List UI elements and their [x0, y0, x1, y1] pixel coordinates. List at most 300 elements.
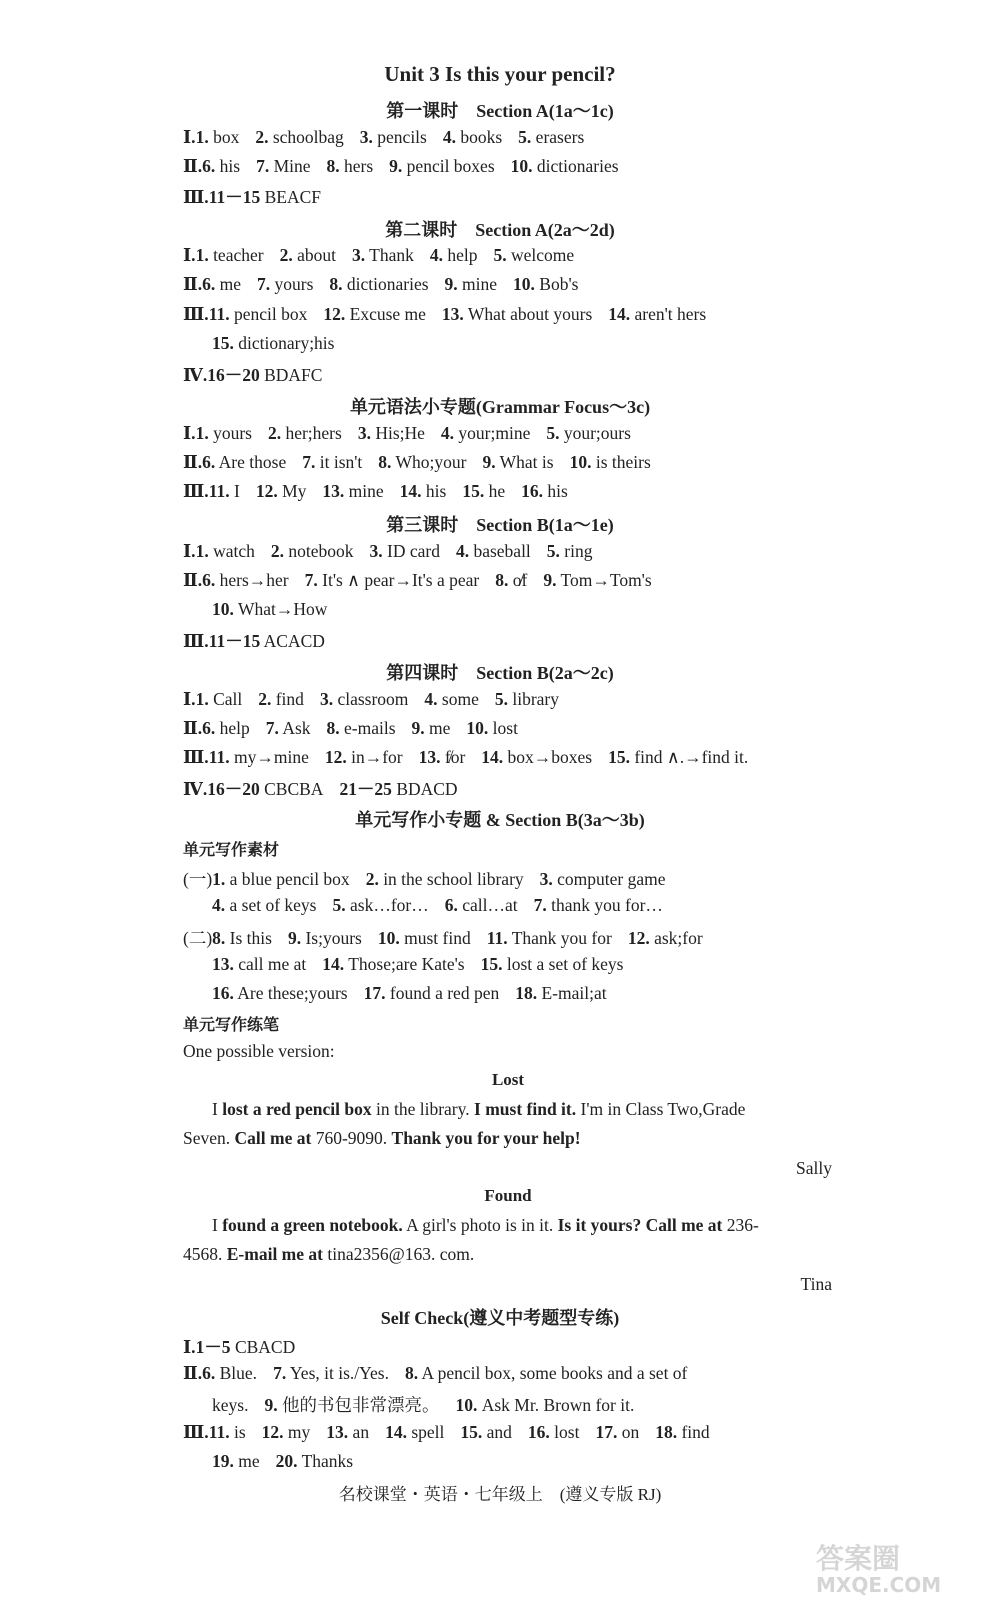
item-answer: call me at [238, 954, 307, 974]
item-number: 3. [319, 689, 334, 709]
answer-line [183, 718, 534, 739]
item-answer: is [233, 1422, 246, 1442]
found-notice-line-1 [212, 1215, 759, 1236]
item-number: 2. [267, 423, 282, 443]
answer-item [327, 718, 396, 738]
answer-line [183, 541, 609, 562]
roman-numeral: Ⅰ. [183, 1337, 196, 1357]
roman-numeral: Ⅱ. [183, 1363, 203, 1383]
item-answer: me [429, 718, 451, 738]
item-answer: hers→her [219, 570, 289, 590]
item-number: 15. [608, 747, 630, 767]
item-number: 19. [212, 1451, 234, 1471]
section-heading: 第三课时 Section B(1a～1e) [386, 515, 614, 535]
item-answer: her;hers [285, 423, 342, 443]
item-number: 10. [466, 718, 489, 738]
answer-item [202, 156, 240, 176]
item-answer: his [425, 481, 447, 501]
item-number: 12. [255, 481, 278, 501]
answer-item [209, 304, 308, 324]
roman-numeral: Ⅰ. [183, 541, 196, 561]
answer-item [443, 127, 502, 147]
item-answer: erasers [535, 127, 585, 147]
item-answer: help [447, 245, 478, 265]
version-label: One possible version: [183, 1041, 335, 1061]
item-answer: f̸or [444, 747, 466, 767]
item-answer: aren't hers [634, 304, 707, 324]
item-answer: Mine [273, 156, 311, 176]
item-number: 2. [365, 869, 379, 889]
answer-item [276, 1451, 353, 1471]
item-answer: schoolbag [272, 127, 344, 147]
answer-item [209, 1422, 246, 1442]
answer-item [212, 869, 350, 889]
answer-item [209, 631, 325, 651]
answer-line [183, 245, 590, 266]
item-answer: find [275, 689, 304, 709]
answer-item [547, 541, 593, 561]
item-number: 10. [455, 1395, 478, 1415]
item-answer: Those;are Kate's [348, 954, 465, 974]
item-number: 7. [533, 895, 547, 915]
item-number: 9. [287, 928, 302, 948]
answer-item [487, 928, 612, 948]
answer-line [183, 689, 575, 710]
item-answer: box [213, 127, 240, 147]
roman-numeral: Ⅲ. [183, 304, 209, 324]
answer-line [183, 156, 635, 177]
answer-item [405, 1363, 687, 1383]
writing-material-line [212, 895, 679, 916]
answer-item [364, 983, 500, 1003]
answer-line [183, 1422, 726, 1443]
item-answer: BDACD [396, 779, 458, 799]
notice-text: Seven. [183, 1128, 235, 1148]
item-number: 10. [212, 599, 234, 619]
group-label: (二) [183, 928, 213, 948]
watermark-logo [812, 1538, 992, 1596]
writing-practice-label: 单元写作练笔 [183, 1017, 280, 1034]
notice-text: A girl's photo is in it. [402, 1215, 558, 1235]
item-answer: dictionary;his [238, 333, 335, 353]
item-number: 6. [202, 570, 216, 590]
answer-item [196, 245, 264, 265]
item-number: 5. [494, 689, 508, 709]
answer-line [183, 1334, 311, 1359]
item-number: 4. [442, 127, 456, 147]
answer-item [329, 274, 428, 294]
answer-item [212, 928, 272, 948]
item-number: 11－15 [208, 631, 261, 651]
item-number: 9. [411, 718, 425, 738]
roman-numeral: Ⅳ. [183, 779, 208, 799]
answer-item [513, 274, 578, 294]
answer-item [482, 452, 553, 472]
answer-item [419, 747, 466, 767]
item-number: 7. [257, 274, 271, 294]
item-answer: his [547, 481, 568, 501]
item-answer: A pencil box, some books and a set of [421, 1363, 688, 1383]
item-answer: call…at [462, 895, 518, 915]
item-number: 4. [455, 541, 470, 561]
answer-item [209, 747, 309, 767]
item-number: 6. [202, 156, 216, 176]
roman-numeral: Ⅲ. [183, 631, 209, 651]
answer-item [534, 895, 663, 915]
item-answer: What is [499, 452, 554, 472]
answer-item [196, 689, 243, 709]
item-answer: a blue pencil box [229, 869, 350, 889]
item-number: 5. [518, 127, 532, 147]
roman-numeral: Ⅱ. [183, 156, 203, 176]
item-number: 18. [515, 983, 538, 1003]
item-answer: CBACD [234, 1337, 296, 1357]
item-number: 12. [323, 304, 346, 324]
item-number: 14. [608, 304, 631, 324]
item-number: 8. [404, 1363, 419, 1383]
item-answer: Ask Mr. Brown for it. [481, 1395, 635, 1415]
found-notice-line-2 [183, 1244, 474, 1265]
answer-item [424, 689, 478, 709]
item-answer: books [460, 127, 503, 147]
answer-item [327, 156, 374, 176]
answer-item [322, 481, 383, 501]
item-number: 16－20 [207, 365, 260, 385]
item-number: 1－5 [195, 1337, 231, 1357]
answer-line [183, 423, 647, 444]
item-number: 2. [279, 245, 293, 265]
notice-text: 4568. [183, 1244, 227, 1264]
item-number: 9. [264, 1395, 278, 1415]
notice-text: I must find it. [474, 1099, 577, 1119]
item-answer: lost [554, 1422, 580, 1442]
item-answer: notebook [288, 541, 354, 561]
item-answer: CBCBA [264, 779, 324, 799]
answer-item [595, 1422, 639, 1442]
answer-item [212, 333, 334, 353]
answer-item [268, 423, 342, 443]
found-notice-title: Found [484, 1186, 532, 1205]
answer-item [196, 1337, 296, 1357]
item-answer: help [219, 718, 250, 738]
item-number: 10. [513, 274, 535, 294]
answer-item [280, 245, 336, 265]
item-answer: thank you for… [551, 895, 663, 915]
item-answer: lost [492, 718, 518, 738]
item-answer: Thank [369, 245, 414, 265]
answer-item [540, 869, 666, 889]
item-number: 15. [460, 1422, 483, 1442]
item-answer: watch [213, 541, 255, 561]
answer-item [258, 689, 304, 709]
answer-item [196, 541, 255, 561]
item-number: 1. [195, 689, 209, 709]
item-answer: your;ours [563, 423, 631, 443]
notice-text: 236- [722, 1215, 759, 1235]
item-answer: My [282, 481, 307, 501]
unit-title: Unit 3 Is this your pencil? [384, 62, 616, 86]
answer-item [212, 1395, 248, 1415]
item-number: 17. [363, 983, 386, 1003]
self-check-heading: Self Check(遵义中考题型专练) [380, 1308, 620, 1328]
answer-item [495, 689, 559, 709]
notice-text: 760-9090. [311, 1128, 392, 1148]
item-number: 3. [351, 245, 366, 265]
answer-item [326, 1422, 369, 1442]
roman-numeral: Ⅲ. [183, 747, 209, 767]
answer-line [183, 1363, 703, 1384]
item-number: 11. [208, 747, 230, 767]
watermark-text-2: MXQE.COM [816, 1573, 942, 1596]
answer-item [333, 895, 429, 915]
answer-item [481, 747, 592, 767]
item-number: 4. [429, 245, 443, 265]
item-answer: me [219, 274, 242, 294]
answer-item [207, 779, 323, 799]
item-answer: about [297, 245, 336, 265]
answer-item [264, 1395, 439, 1415]
notice-text: Is it yours? [557, 1215, 642, 1235]
answer-line [212, 333, 350, 354]
notice-text: in the library. [371, 1099, 475, 1119]
item-number: 8. [495, 570, 509, 590]
answer-item [209, 481, 240, 501]
answer-item [481, 954, 624, 974]
answer-line [183, 570, 668, 591]
item-answer: keys. [212, 1395, 249, 1415]
item-answer: 他的书包非常漂亮。 [281, 1395, 440, 1415]
item-answer: it isn't [319, 452, 363, 472]
item-answer: welcome [511, 245, 575, 265]
item-number: 3. [539, 869, 553, 889]
item-number: 9. [482, 452, 496, 472]
roman-numeral: Ⅰ. [183, 689, 196, 709]
item-number: 8. [326, 156, 340, 176]
item-number: 12. [324, 747, 347, 767]
item-number: 8. [326, 718, 340, 738]
answer-item [202, 570, 289, 590]
answer-item [320, 689, 408, 709]
item-number: 2. [255, 127, 269, 147]
lost-notice-title: Lost [491, 1070, 525, 1089]
answer-line [183, 776, 474, 801]
answer-item [442, 304, 592, 324]
item-answer: ring [564, 541, 593, 561]
answer-item [212, 954, 306, 974]
item-answer: pencils [377, 127, 427, 147]
item-number: 16. [212, 983, 234, 1003]
section-heading: 单元语法小专题(Grammar Focus～3c) [349, 397, 651, 417]
answer-item [400, 481, 447, 501]
item-number: 13. [326, 1422, 349, 1442]
item-answer: Are these;yours [237, 983, 348, 1003]
item-number: 8. [212, 928, 226, 948]
answer-item [455, 1395, 634, 1415]
item-answer: Is this [229, 928, 272, 948]
item-answer: I [233, 481, 240, 501]
item-answer: mine [462, 274, 498, 294]
item-number: 2. [258, 689, 272, 709]
item-number: 5. [493, 245, 507, 265]
item-answer: pencil box [233, 304, 308, 324]
item-number: 15. [462, 481, 485, 501]
answer-item [511, 156, 619, 176]
item-answer: library [512, 689, 560, 709]
item-number: 3. [357, 423, 371, 443]
item-answer: BEACF [264, 187, 322, 207]
notice-text: Call me at [234, 1128, 312, 1148]
item-number: 15. [212, 333, 234, 353]
item-answer: an [352, 1422, 370, 1442]
answer-item [430, 245, 478, 265]
answer-item [257, 274, 313, 294]
notice-text: tina2356@163. com. [322, 1244, 475, 1264]
answer-item [546, 423, 631, 443]
item-number: 21－25 [339, 779, 392, 799]
item-number: 6. [444, 895, 458, 915]
answer-item [212, 1451, 260, 1471]
item-answer: Excuse me [349, 304, 426, 324]
item-answer: Is;yours [305, 928, 362, 948]
notice-text: found a green notebook. [222, 1215, 403, 1235]
answer-item [209, 187, 321, 207]
item-number: 7. [304, 570, 318, 590]
item-number: 1. [195, 541, 209, 561]
answer-item [323, 304, 426, 324]
answer-item [378, 928, 471, 948]
item-answer: me [238, 1451, 260, 1471]
item-number: 5. [546, 541, 560, 561]
item-number: 6. [202, 718, 216, 738]
item-number: 2. [270, 541, 284, 561]
answer-item [543, 570, 651, 590]
item-number: 3. [359, 127, 373, 147]
item-answer: found a red pen [389, 983, 500, 1003]
roman-numeral: Ⅱ. [183, 718, 203, 738]
answer-line [212, 1451, 369, 1472]
answer-item [385, 1422, 444, 1442]
answer-item [266, 718, 311, 738]
answer-item [196, 423, 252, 443]
answer-item [202, 274, 241, 294]
item-answer: some [441, 689, 479, 709]
item-number: 20. [275, 1451, 298, 1471]
item-answer: a set of keys [229, 895, 317, 915]
answer-item [370, 541, 440, 561]
notice-text: Call me at [645, 1215, 723, 1235]
item-answer: Call [213, 689, 243, 709]
answer-item [608, 304, 706, 324]
lost-notice-line-2 [183, 1128, 581, 1149]
item-answer: yours [213, 423, 252, 443]
item-answer: computer game [557, 869, 666, 889]
writing-material-line [183, 925, 719, 950]
item-number: 5. [332, 895, 346, 915]
item-answer: classroom [337, 689, 409, 709]
item-answer: must find [404, 928, 471, 948]
item-answer: lost a set of keys [506, 954, 624, 974]
item-answer: What about yours [467, 304, 593, 324]
item-answer: baseball [473, 541, 531, 561]
answer-item [271, 541, 354, 561]
item-number: 16－20 [207, 779, 260, 799]
answer-item [441, 423, 530, 443]
item-number: 12. [627, 928, 650, 948]
answer-item [256, 156, 310, 176]
item-answer: in→for [351, 747, 403, 767]
item-answer: pencil boxes [406, 156, 495, 176]
item-answer: Thank you for [511, 928, 612, 948]
answer-item [608, 747, 748, 767]
item-answer: o̸f [512, 570, 528, 590]
answer-item [521, 481, 568, 501]
writing-material-line [183, 866, 682, 891]
item-number: 11. [486, 928, 508, 948]
item-answer: my→mine [233, 747, 309, 767]
item-answer: is theirs [595, 452, 651, 472]
notice-text: E-mail me at [226, 1244, 323, 1264]
answer-item [655, 1422, 709, 1442]
item-answer: your;mine [458, 423, 531, 443]
group-label: (一) [183, 869, 213, 889]
section-heading: 第二课时 Section A(2a～2d) [385, 220, 615, 240]
item-number: 4. [212, 895, 226, 915]
item-answer: Blue. [219, 1363, 258, 1383]
section-heading: 第一课时 Section A(1a～1c) [386, 101, 614, 121]
answer-item [202, 452, 286, 472]
item-answer: Yes, it is./Yes. [289, 1363, 389, 1383]
item-answer: Are those [218, 452, 287, 472]
notice-text: I [212, 1099, 223, 1119]
answer-item [202, 1363, 257, 1383]
item-number: 10. [377, 928, 400, 948]
item-answer: his [219, 156, 241, 176]
item-number: 8. [329, 274, 343, 294]
item-number: 4. [440, 423, 455, 443]
answer-item [256, 481, 307, 501]
writing-material-label: 单元写作素材 [183, 842, 280, 859]
notice-text: I [212, 1215, 223, 1235]
writing-material-line [212, 983, 623, 1004]
answer-item [352, 245, 414, 265]
item-number: 16. [527, 1422, 550, 1442]
answer-item [288, 928, 362, 948]
item-number: 15. [480, 954, 503, 974]
item-answer: and [486, 1422, 512, 1442]
answer-item [528, 1422, 580, 1442]
roman-numeral: Ⅳ. [183, 365, 208, 385]
answer-item [456, 541, 531, 561]
item-answer: on [621, 1422, 640, 1442]
answer-item [518, 127, 584, 147]
roman-numeral: Ⅱ. [183, 274, 203, 294]
answer-line [212, 599, 343, 620]
answer-item [389, 156, 494, 176]
item-answer: His;He [375, 423, 425, 443]
answer-item [462, 481, 505, 501]
item-number: 7. [273, 1363, 287, 1383]
item-answer: e-mails [344, 718, 396, 738]
item-answer: ask;for [654, 928, 703, 948]
item-number: 6. [202, 1363, 216, 1383]
item-answer: ACACD [263, 631, 325, 651]
item-number: 7. [302, 452, 316, 472]
item-number: 6. [202, 274, 216, 294]
answer-item [412, 718, 451, 738]
answer-item [494, 245, 575, 265]
item-number: 7. [265, 718, 279, 738]
item-number: 5. [546, 423, 560, 443]
